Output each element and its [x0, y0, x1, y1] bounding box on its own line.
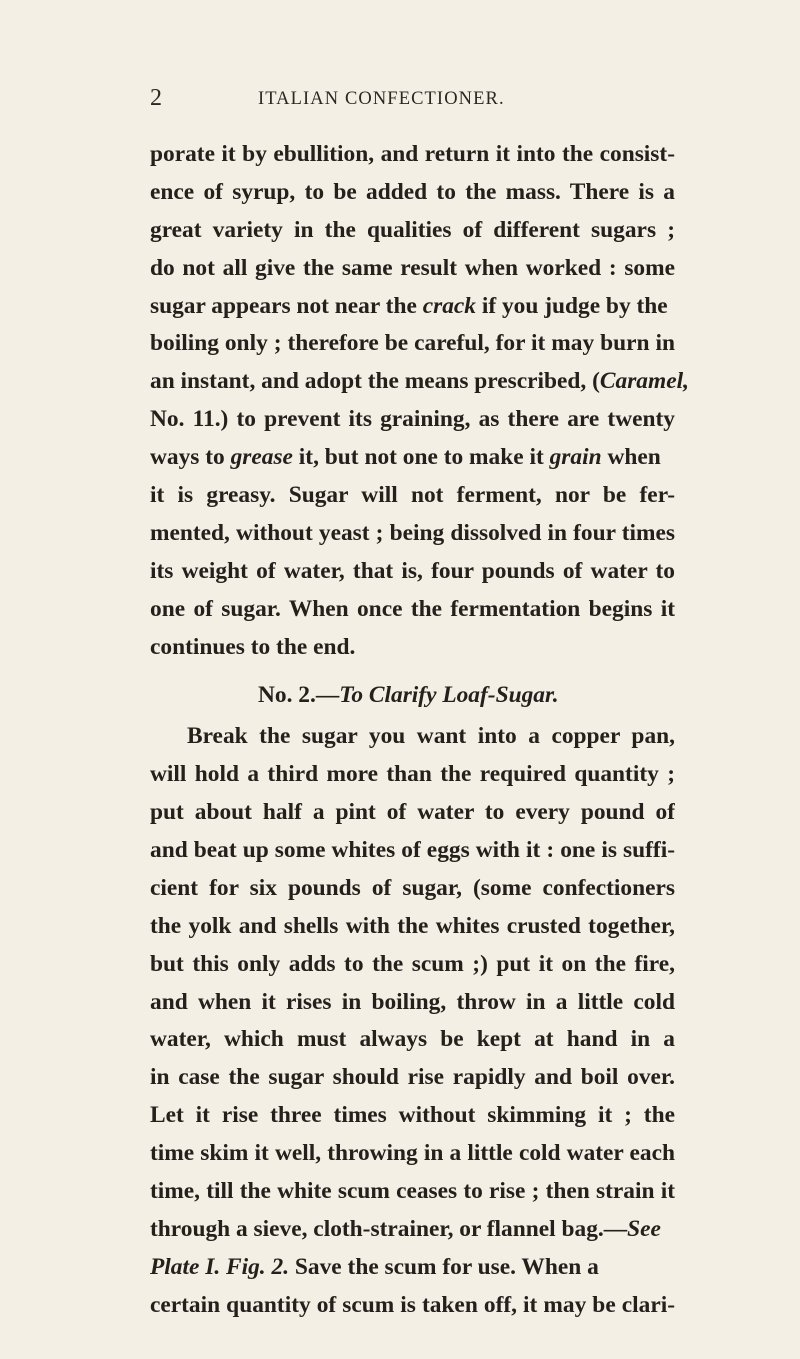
text-line: Let it rise three times without skimming it ; the: [150, 1102, 675, 1129]
italic-reference: Plate I. Fig. 2.: [150, 1253, 290, 1280]
text-line: [150, 1211, 675, 1249]
section-title: To Clarify Loaf-Sugar.: [339, 682, 559, 709]
text-line: ence of syrup, to be added to the mass. There is a: [150, 178, 675, 205]
paragraph-1: [150, 136, 689, 666]
text-line: No. 11.) to prevent its graining, as there are twenty: [150, 406, 675, 433]
text-line: and beat up some whites of eggs with it : one is suffi-: [150, 837, 675, 864]
text-line: but this only adds to the scum ;) put it on the fire,: [150, 950, 675, 977]
text-line: time skim it well, throwing in a little cold water each: [150, 1140, 675, 1167]
italic-term: See: [627, 1215, 661, 1242]
text-line: mented, without yeast ; being dissolved in four times: [150, 519, 675, 546]
text-run: through a sieve, cloth-strainer, or flannel bag.—: [150, 1215, 628, 1242]
text-line: [150, 363, 689, 401]
text-run: ways to: [150, 444, 231, 471]
text-line: and when it rises in boiling, throw in a little cold: [150, 988, 675, 1015]
text-line: great variety in the qualities of different sugars ;: [150, 216, 675, 243]
text-run: Save the scum for use. When a: [289, 1253, 599, 1280]
text-line: [150, 439, 675, 477]
text-run: it, but not one to make it: [292, 444, 550, 471]
italic-term: crack: [422, 292, 476, 319]
paragraph-2: [150, 718, 675, 1324]
text-line: the yolk and shells with the whites crusted together,: [150, 912, 675, 939]
running-head: ITALIAN CONFECTIONER.: [258, 89, 505, 109]
text-run: when: [601, 444, 661, 471]
text-line: water, which must always be kept at hand in a: [150, 1026, 675, 1053]
text-line: in case the sugar should rise rapidly and boil over.: [150, 1064, 675, 1091]
page-number: 2: [150, 85, 162, 111]
text-line: boiling only ; therefore be careful, for it may burn in: [150, 330, 675, 357]
text-line: its weight of water, that is, four pounds of water to: [150, 557, 675, 584]
page-header: [0, 85, 800, 125]
text-line: [150, 1249, 675, 1287]
text-line: will hold a third more than the required quantity ;: [150, 761, 675, 788]
text-line: [150, 288, 675, 326]
text-line: time, till the white scum ceases to rise ; then strain it: [150, 1178, 675, 1205]
text-run: sugar appears not near the: [150, 292, 423, 319]
text-line: Break the sugar you want into a copper pan,: [187, 723, 675, 750]
text-line: cient for six pounds of sugar, (some confectioners: [150, 874, 675, 901]
text-line: porate it by ebullition, and return it into the consist-: [150, 141, 675, 167]
text-line: one of sugar. When once the fermentation begins it: [150, 595, 675, 622]
text-run: an instant, and adopt the means prescribed, (: [150, 368, 600, 395]
text-line: continues to the end.: [150, 633, 356, 660]
section-heading: [150, 677, 675, 715]
text-line: certain quantity of scum is taken off, it may be clari-: [150, 1291, 675, 1318]
italic-term: grain: [549, 444, 602, 471]
text-line: do not all give the same result when worked : some: [150, 254, 675, 281]
text-line: put about half a pint of water to every pound of: [150, 799, 675, 826]
text-run: if you judge by the: [475, 292, 668, 319]
text-line: it is greasy. Sugar will not ferment, nor be fer-: [150, 482, 675, 509]
section-number: No. 2.—: [258, 682, 340, 709]
body-text: [150, 136, 689, 1325]
italic-term: Caramel,: [599, 368, 689, 395]
italic-term: grease: [230, 444, 293, 471]
